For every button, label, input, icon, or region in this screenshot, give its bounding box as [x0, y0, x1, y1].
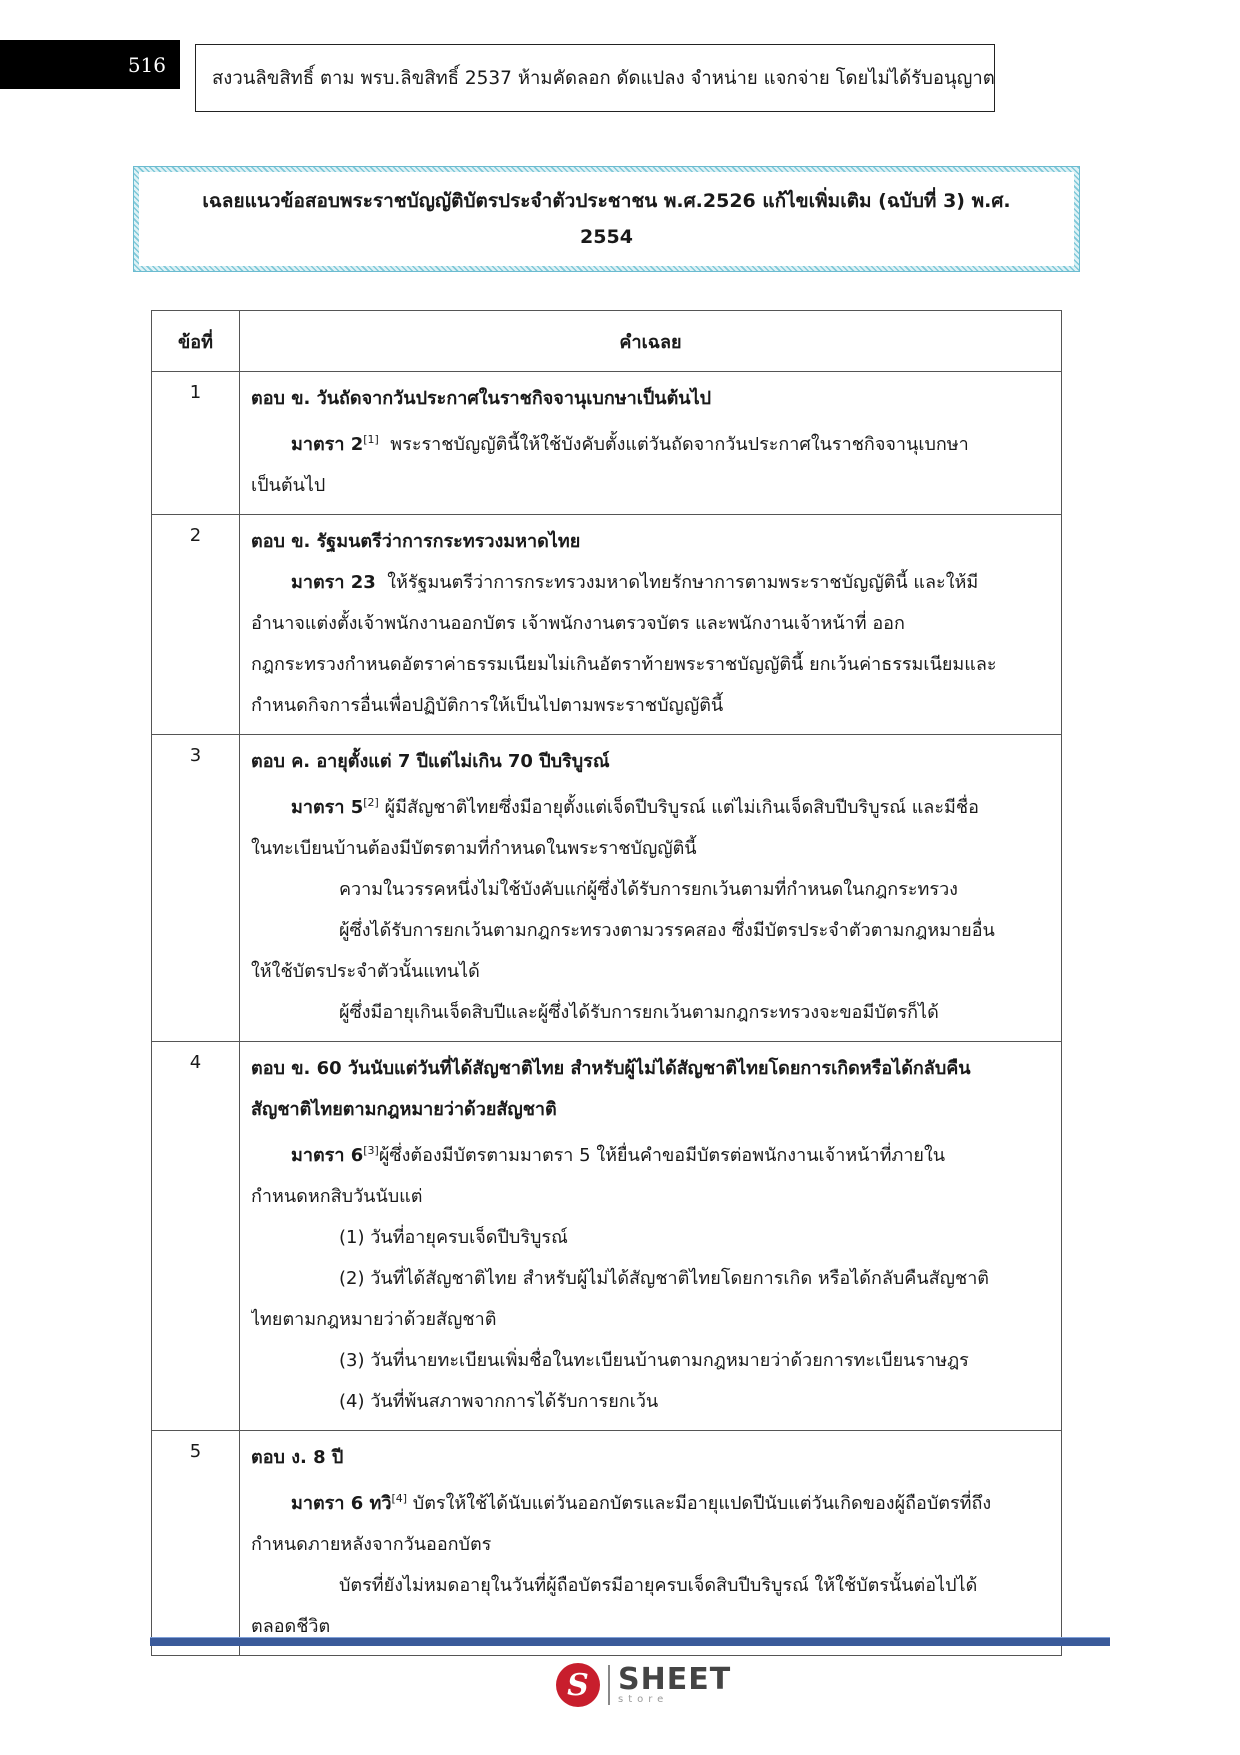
answer-line	[251, 1437, 1051, 1478]
law-text-line: ไทยตามกฎหมายว่าด้วยสัญชาติ	[251, 1309, 497, 1330]
law-section-line	[251, 1478, 1051, 1524]
law-text-line: ผู้ซึ่งมีอายุเกินเจ็ดสิบปีและผู้ซึ่งได้รับการยกเว้นตามกฎกระทรวงจะขอมีบัตรก็ได้	[339, 1002, 939, 1023]
answer-choice: ตอบ ค. อายุตั้งแต่ 7 ปีแต่ไม่เกิน 70 ปีบริบูรณ์	[251, 751, 610, 772]
law-text-line: ตลอดชีวิต	[251, 1616, 331, 1637]
law-text: ให้รัฐมนตรีว่าการกระทรวงมหาดไทยรักษาการตามพระราชบัญญัตินี้ และให้มี	[387, 572, 979, 593]
table-row	[152, 735, 1062, 1042]
answer-cell	[240, 515, 1062, 735]
footnote-ref: [3]	[363, 1144, 379, 1157]
law-list-item: (1) วันที่อายุครบเจ็ดปีบริบูรณ์	[339, 1227, 568, 1248]
law-section-line	[251, 419, 1051, 465]
logo-wordmark	[618, 1662, 732, 1705]
answer-cell	[240, 735, 1062, 1042]
law-text-line: กำหนดหกสิบวันนับแต่	[251, 1186, 423, 1207]
law-text-line: อำนาจแต่งตั้งเจ้าพนักงานออกบัตร เจ้าพนักงานตรวจบัตร และพนักงานเจ้าหน้าที่ ออก	[251, 613, 905, 634]
answer-line	[251, 521, 1051, 562]
section-label: มาตรา 2	[291, 434, 364, 455]
question-number: 1	[152, 372, 240, 515]
logo-main-text: SHEET	[618, 1662, 732, 1697]
answer-line	[251, 741, 1051, 782]
header-question-number: ข้อที่	[152, 311, 240, 372]
question-number: 3	[152, 735, 240, 1042]
law-text-line: กฎกระทรวงกำหนดอัตราค่าธรรมเนียมไม่เกินอัตราท้ายพระราชบัญญัตินี้ ยกเว้นค่าธรรมเนียมและ	[251, 654, 997, 675]
answer-choice: ตอบ ง. 8 ปี	[251, 1447, 344, 1468]
logo-s-icon: S	[556, 1663, 600, 1707]
sheet-store-logo	[556, 1660, 731, 1710]
footnote-ref: [1]	[363, 433, 379, 446]
law-section-line	[251, 562, 1051, 603]
header-answer: คำเฉลย	[240, 311, 1062, 372]
law-text: บัตรให้ใช้ได้นับแต่วันออกบัตรและมีอายุแปดปีนับแต่วันเกิดของผู้ถือบัตรที่ถึง	[412, 1493, 992, 1514]
question-number: 4	[152, 1042, 240, 1431]
logo-sub-text: store	[618, 1694, 669, 1705]
law-text-line: ผู้ซึ่งได้รับการยกเว้นตามกฎกระทรวงตามวรรคสอง ซึ่งมีบัตรประจำตัวตามกฎหมายอื่น	[339, 920, 995, 941]
law-text-line: ให้ใช้บัตรประจำตัวนั้นแทนได้	[251, 961, 480, 982]
logo-separator	[608, 1665, 610, 1705]
law-text-line: กำหนดกิจการอื่นเพื่อปฏิบัติการให้เป็นไปตามพระราชบัญญัตินี้	[251, 695, 724, 716]
copyright-notice: สงวนลิขสิทธิ์ ตาม พรบ.ลิขสิทธิ์ 2537 ห้ามคัดลอก ดัดแปลง จำหน่าย แจกจ่าย โดยไม่ได้รับอนุญาต	[195, 44, 995, 112]
question-number: 5	[152, 1431, 240, 1656]
footnote-ref: [4]	[391, 1492, 408, 1505]
law-list-item: (3) วันที่นายทะเบียนเพิ่มชื่อในทะเบียนบ้านตามกฎหมายว่าด้วยการทะเบียนราษฎร	[339, 1350, 969, 1371]
table-header-row	[152, 311, 1062, 372]
title-line-2: 2554	[580, 226, 633, 248]
answer-cell	[240, 1042, 1062, 1431]
law-list-item: (4) วันที่พ้นสภาพจากการได้รับการยกเว้น	[339, 1391, 659, 1412]
answer-table	[151, 310, 1062, 1656]
law-text-line: กำหนดภายหลังจากวันออกบัตร	[251, 1534, 492, 1555]
law-text: ผู้มีสัญชาติไทยซึ่งมีอายุตั้งแต่เจ็ดปีบริบูรณ์ แต่ไม่เกินเจ็ดสิบปีบริบูรณ์ และมีชื่อ	[384, 797, 979, 818]
law-section-line	[251, 1130, 1051, 1176]
question-number: 2	[152, 515, 240, 735]
law-text-line: ในทะเบียนบ้านต้องมีบัตรตามที่กำหนดในพระราชบัญญัตินี้	[251, 838, 697, 859]
law-text: ผู้ซึ่งต้องมีบัตรตามมาตรา 5 ให้ยื่นคำขอมีบัตรต่อพนักงานเจ้าหน้าที่ภายใน	[378, 1145, 946, 1166]
law-text: พระราชบัญญัตินี้ให้ใช้บังคับตั้งแต่วันถัดจากวันประกาศในราชกิจจานุเบกษา	[390, 434, 969, 455]
answer-cell	[240, 1431, 1062, 1656]
answer-choice: ตอบ ข. วันถัดจากวันประกาศในราชกิจจานุเบกษาเป็นต้นไป	[251, 388, 712, 409]
table-row	[152, 372, 1062, 515]
title-line-1: เฉลยแนวข้อสอบพระราชบัญญัติบัตรประจำตัวประชาชน พ.ศ.2526 แก้ไขเพิ่มเติม (ฉบับที่ 3) พ.ศ.	[202, 189, 1011, 212]
footnote-ref: [2]	[363, 796, 379, 809]
law-text-line: บัตรที่ยังไม่หมดอายุในวันที่ผู้ถือบัตรมีอายุครบเจ็ดสิบปีบริบูรณ์ ให้ใช้บัตรนั้นต่อไปได้	[339, 1575, 978, 1596]
section-label: มาตรา 23	[291, 572, 376, 593]
title-frame	[133, 166, 1080, 272]
answer-line: สัญชาติไทยตามกฎหมายว่าด้วยสัญชาติ	[251, 1099, 557, 1120]
law-section-line	[251, 782, 1051, 828]
section-label: มาตรา 6 ทวิ	[291, 1493, 392, 1514]
table-row	[152, 1431, 1062, 1656]
answer-choice: ตอบ ข. รัฐมนตรีว่าการกระทรวงมหาดไทย	[251, 531, 581, 552]
answer-line: ตอบ ข. 60 วันนับแต่วันที่ได้สัญชาติไทย สำหรับผู้ไม่ได้สัญชาติไทยโดยการเกิดหรือได้กลับคืน	[251, 1058, 971, 1079]
section-label: มาตรา 6	[291, 1145, 364, 1166]
table-row	[152, 515, 1062, 735]
page-number: 516	[0, 40, 180, 89]
section-label: มาตรา 5	[291, 797, 364, 818]
answer-cell	[240, 372, 1062, 515]
footer-divider	[150, 1637, 1110, 1646]
table-row	[152, 1042, 1062, 1431]
answer-line	[251, 378, 1051, 419]
page-title	[139, 172, 1074, 266]
law-text-line: ความในวรรคหนึ่งไม่ใช้บังคับแก่ผู้ซึ่งได้รับการยกเว้นตามที่กำหนดในกฎกระทรวง	[339, 879, 958, 900]
law-text-line: เป็นต้นไป	[251, 475, 326, 496]
law-list-item: (2) วันที่ได้สัญชาติไทย สำหรับผู้ไม่ได้สัญชาติไทยโดยการเกิด หรือได้กลับคืนสัญชาติ	[339, 1268, 989, 1289]
